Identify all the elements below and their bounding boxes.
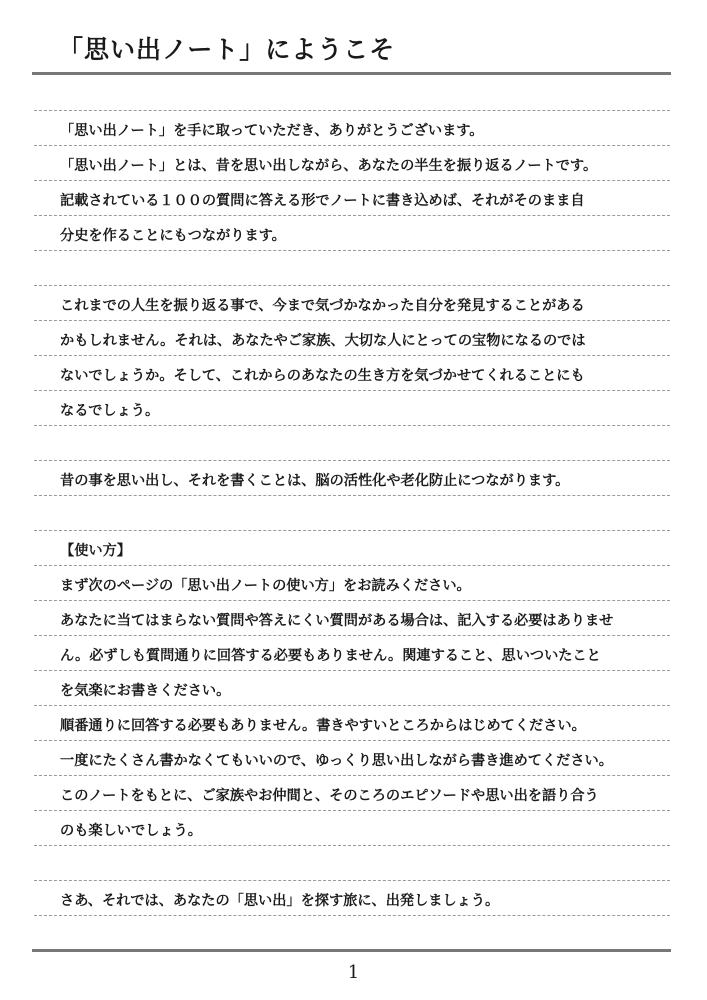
- usage-line: のも楽しいでしょう。: [60, 823, 202, 839]
- ruled-line: [34, 810, 670, 811]
- closing-line: さあ、それでは、あなたの「思い出」を探す旅に、出発しましょう。: [60, 893, 500, 909]
- paragraph-line: 昔の事を思い出し、それを書くことは、脳の活性化や老化防止につながります。: [60, 473, 570, 489]
- paragraph-line: なるでしょう。: [60, 403, 160, 419]
- usage-line: 一度にたくさん書かなくてもいいので、ゆっくり思い出しながら書き進めてください。: [60, 753, 613, 769]
- ruled-line: [34, 775, 670, 776]
- ruled-line: [34, 670, 670, 671]
- paragraph-line: ないでしょうか。そして、これからのあなたの生き方を気づかせてくれることにも: [60, 368, 585, 384]
- ruled-line: [34, 180, 670, 181]
- page-number: 1: [347, 962, 360, 983]
- ruled-line: [34, 320, 670, 321]
- ruled-line: [34, 390, 670, 391]
- ruled-line: [34, 705, 670, 706]
- intro-line: 記載されている１００の質問に答える形でノートに書き込めば、それがそのまま自: [60, 193, 585, 209]
- ruled-line: [34, 565, 670, 566]
- ruled-line: [34, 215, 670, 216]
- ruled-line: [34, 145, 670, 146]
- usage-line: あなたに当てはまらない質問や答えにくい質問がある場合は、記入する必要はありませ: [60, 613, 614, 629]
- paragraph-line: かもしれません。それは、あなたやご家族、大切な人にとっての宝物になるのでは: [60, 333, 586, 349]
- usage-line: このノートをもとに、ご家族やお仲間と、そのころのエピソードや思い出を語り合う: [60, 788, 599, 804]
- ruled-line: [34, 285, 670, 286]
- page-title: 「思い出ノート」にようこそ: [58, 35, 396, 64]
- usage-line: まず次のページの「思い出ノートの使い方」をお読みください。: [60, 578, 471, 594]
- usage-line: を気楽にお書きください。: [60, 683, 231, 699]
- intro-line: 分史を作ることにもつながります。: [60, 228, 286, 244]
- ruled-line: [34, 425, 670, 426]
- title-underline: [32, 72, 671, 75]
- usage-heading: 【使い方】: [60, 543, 131, 559]
- ruled-line: [34, 530, 670, 531]
- ruled-line: [34, 250, 670, 251]
- usage-line: 順番通りに回答する必要もありません。書きやすいところからはじめてください。: [60, 718, 586, 734]
- ruled-line: [34, 915, 670, 916]
- intro-line: 「思い出ノート」とは、昔を思い出しながら、あなたの半生を振り返るノートです。: [60, 158, 598, 174]
- paragraph-line: これまでの人生を振り返る事で、今まで気づかなかった自分を発見することがある: [60, 298, 585, 314]
- ruled-line: [34, 740, 670, 741]
- ruled-line: [34, 110, 670, 111]
- ruled-line: [34, 460, 670, 461]
- usage-line: ん。必ずしも質問通りに回答する必要もありません。関連すること、思いついたこと: [60, 648, 601, 664]
- ruled-line: [34, 495, 670, 496]
- ruled-line: [34, 600, 670, 601]
- ruled-line: [34, 635, 670, 636]
- intro-line: 「思い出ノート」を手に取っていただき、ありがとうございます。: [60, 123, 484, 139]
- ruled-line: [34, 845, 670, 846]
- ruled-line: [34, 880, 670, 881]
- ruled-line: [34, 355, 670, 356]
- footer-rule: [32, 949, 671, 952]
